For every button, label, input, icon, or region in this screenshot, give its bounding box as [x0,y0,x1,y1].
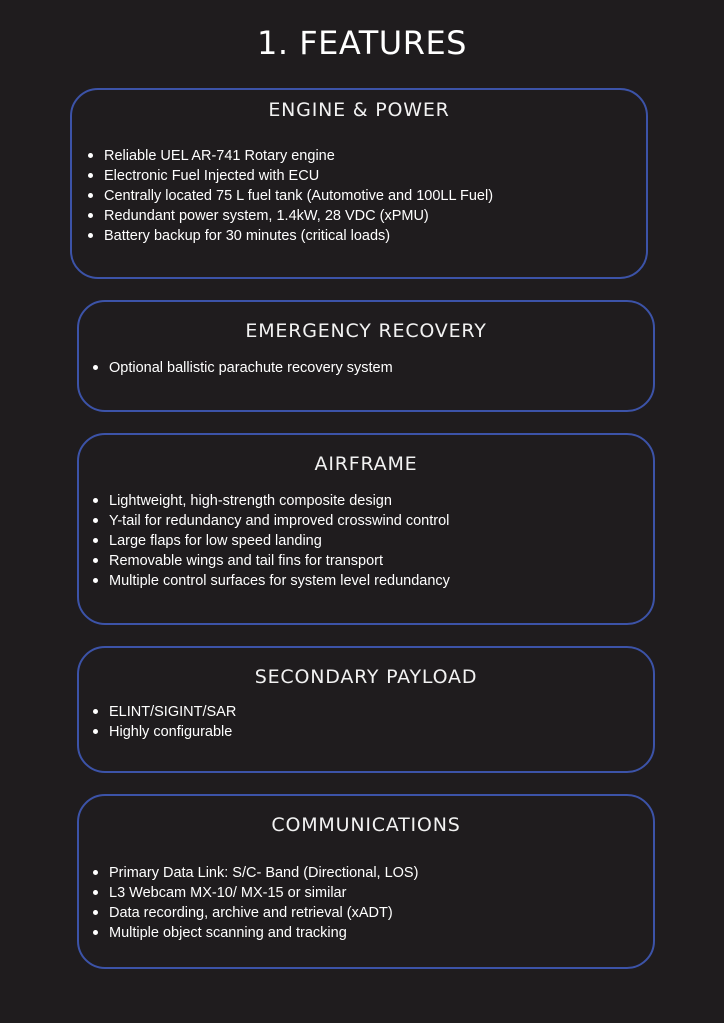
list-item: Reliable UEL AR-741 Rotary engine [80,146,493,166]
list-item: Removable wings and tail fins for transport [85,551,450,571]
emergency-recovery-list [85,358,393,378]
list-item: Large flaps for low speed landing [85,531,450,551]
list-item: Centrally located 75 L fuel tank (Automotive and 100LL Fuel) [80,186,493,206]
list-item: Data recording, archive and retrieval (xADT) [85,903,418,923]
secondary-payload-heading: SECONDARY PAYLOAD [254,666,478,688]
list-item: Multiple control surfaces for system level redundancy [85,571,450,591]
engine-power-list [80,146,493,246]
engine-power-card [70,88,648,279]
airframe-heading: AIRFRAME [314,453,418,475]
list-item: Electronic Fuel Injected with ECU [80,166,493,186]
emergency-recovery-card [77,300,655,412]
secondary-payload-list [85,702,236,742]
list-item: Battery backup for 30 minutes (critical loads) [80,226,493,246]
list-item: Multiple object scanning and tracking [85,923,418,943]
communications-heading: COMMUNICATIONS [271,814,461,836]
list-item: Primary Data Link: S/C- Band (Directional, LOS) [85,863,418,883]
list-item: L3 Webcam MX-10/ MX-15 or similar [85,883,418,903]
engine-power-heading: ENGINE & POWER [268,99,450,121]
emergency-recovery-heading: EMERGENCY RECOVERY [245,320,487,342]
list-item: Y-tail for redundancy and improved crosswind control [85,511,450,531]
communications-list [85,863,418,943]
communications-card [77,794,655,969]
secondary-payload-card [77,646,655,773]
airframe-list [85,491,450,591]
page-title: 1. FEATURES [257,24,467,62]
list-item: Optional ballistic parachute recovery system [85,358,393,378]
list-item: Highly configurable [85,722,236,742]
list-item: Redundant power system, 1.4kW, 28 VDC (xPMU) [80,206,493,226]
airframe-card [77,433,655,625]
list-item: ELINT/SIGINT/SAR [85,702,236,722]
list-item: Lightweight, high-strength composite design [85,491,450,511]
